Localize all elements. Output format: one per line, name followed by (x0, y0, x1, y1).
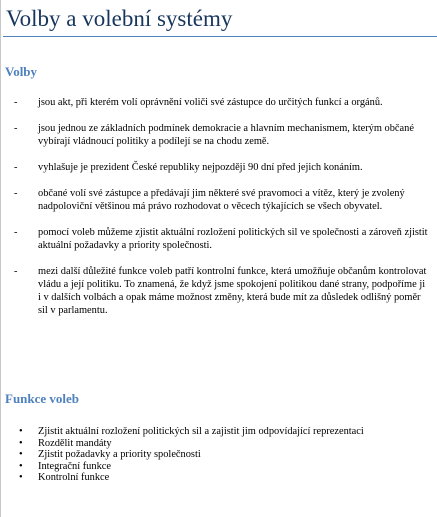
list-item-text: občané volí své zástupce a předávají jim některé své pravomoci a vítěz, který je zvolený nadpoloviční většinou má právo rozhodovat o věcech týkajících se všech obyvatel. (38, 188, 405, 212)
list-item-text: mezi další důležité funkce voleb patří kontrolní funkce, která umožňuje občanům kontrolovat vládu a její politiku. To znamená, že když jsme spokojení politikou dané strany, podpoříme ji i v dalších volbách a opak máme možnost změny, která bude mít za důsledek odlišný poměr sil v parlamentu. (38, 266, 427, 316)
title-underline (3, 36, 437, 37)
list-item (1, 472, 437, 484)
dash-marker: - (14, 227, 18, 238)
list-item-text: jsou jednou ze základních podmínek demokracie a hlavním mechanismem, kterým občané vybírají vládnoucí politiky a podílejí se na chodu země. (38, 123, 414, 147)
list-item (1, 161, 437, 174)
dash-marker: - (14, 97, 18, 108)
list-item (1, 461, 437, 473)
bullet-icon: • (19, 449, 23, 461)
dash-marker: - (14, 123, 18, 134)
list-item-text: jsou akt, při kterém volí oprávnění voliči své zástupce do určitých funkcí a orgánů. (38, 97, 383, 108)
dash-marker: - (14, 162, 18, 173)
list-item-text: Zjistit aktuální rozložení politických sil a zajistit jim odpovídající reprezentaci (38, 426, 364, 437)
list-item (1, 96, 437, 109)
dash-marker: - (14, 266, 18, 277)
list-item-text: Zjistit požadavky a priority společnosti (38, 449, 201, 461)
dash-marker: - (14, 188, 18, 199)
page-title: Volby a volební systémy (6, 6, 233, 31)
list-item-text: Integrační funkce (38, 460, 111, 472)
list-item (1, 426, 437, 438)
bullet-icon: • (19, 437, 23, 449)
section-heading-funkce-voleb: Funkce voleb (5, 391, 80, 406)
list-item-text: pomocí voleb můžeme zjistit aktuální rozložení politických sil ve společnosti a zároveň zjistit aktuální požadavky a priority společnosti. (38, 227, 428, 251)
list-item-text: Kontrolní funkce (38, 472, 110, 484)
list-item (1, 438, 437, 450)
list-item (1, 226, 437, 252)
list-item (1, 122, 437, 148)
list-item-text: Rozdělit mandáty (38, 437, 112, 449)
list-item (1, 449, 437, 461)
volby-dash-list (1, 96, 437, 330)
bullet-icon: • (19, 472, 23, 484)
bullet-icon: • (19, 426, 23, 437)
bullet-icon: • (19, 460, 23, 472)
list-item-text: vyhlašuje je prezident České republiky nejpozději 90 dní před jejich konáním. (38, 162, 363, 173)
section-heading-volby: Volby (5, 64, 38, 79)
funkce-bullet-list (1, 426, 437, 484)
list-item (1, 265, 437, 317)
list-item (1, 187, 437, 213)
